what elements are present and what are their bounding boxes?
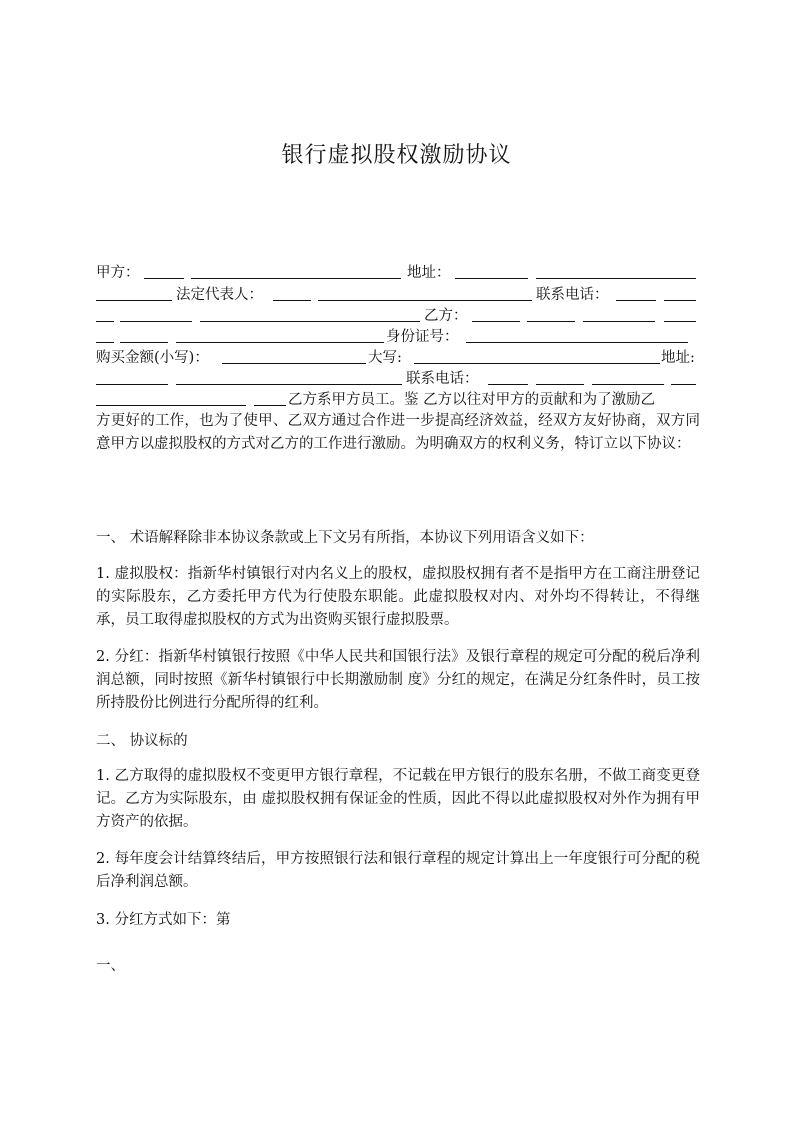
amount-big-label: 大写: [368,350,402,366]
extra-blank-2[interactable] [254,405,286,406]
section-1-clause-1: 1. 虚拟股权：指新华村镇银行对内名义上的股权，虚拟股权拥有者不是指甲方在工商注册登记的实际股东，乙方委托甲方代为行使股东职能。此虚拟股权对内、对外均不得转让，不得继承，员工取得虚拟股权的方式为出资购买银行虚拟股票。 [96,566,700,628]
address-blank-4[interactable] [96,384,168,385]
form-line-3 [96,305,700,327]
party-a-name-blank[interactable] [191,278,401,279]
intro-start: 乙方系甲方员工。鉴 乙方以往对甲方的贡献和为了激励乙 [288,392,656,408]
section-2-clause-2: 2. 每年度会计结算终结后，甲方按照银行法和银行章程的规定计算出上一年度银行可分配的税后净利润总额。 [96,851,700,890]
address-blank-1[interactable] [455,278,528,279]
legal-rep-blank-1[interactable] [273,300,311,301]
amount-big-blank[interactable] [414,363,660,364]
page-title: 银行虚拟股权激励协议 [281,143,512,168]
party-b-blank-1[interactable] [472,321,520,322]
phone-blank-4[interactable] [488,384,528,385]
section-2-clause-3: 3. 分红方式如下：第 [96,912,231,928]
id-no-blank[interactable] [466,342,688,343]
section-1-heading: 一、 术语解释除非本协议条款或上下文另有所指，本协议下列用语含义如下： [96,530,594,546]
phone-blank-7[interactable] [671,384,696,385]
section-2-heading: 二、 协议标的 [96,733,188,749]
section-3-start: 一、 [96,958,125,974]
phone-blank-3[interactable] [96,321,114,322]
section-1-clause-2: 2. 分红：指新华村镇银行按照《中华人民共和国银行法》及银行章程的规定可分配的税后净利润总额，同时按照《新华村镇银行中长期激励制 度》分红的规定，在满足分红条件时，员工按所持股份比例进行分配所得的红利。 [96,649,700,711]
id-no-label: 身份证号： [386,329,459,345]
section-2-clause-1: 1. 乙方取得的虚拟股权不变更甲方银行章程，不记载在甲方银行的股东名册，不做工商变更登记。乙方为实际股东，由 虚拟股权拥有保证金的性质，因此不得以此虚拟股权对外作为拥有甲方资产的依据。 [96,768,700,830]
phone-blank-1[interactable] [616,300,656,301]
amount-small-label: 购买金额(小写)： [96,350,209,366]
phone-blank-5[interactable] [536,384,584,385]
party-b-label: 乙方： [424,308,468,324]
party-a-blank[interactable] [144,278,184,279]
intro-paragraph: 方更好的工作，也为了使甲、乙双方通过合作进一步提高经济效益，经双方友好协商，双方同意甲方以虚拟股权的方式对乙方的工作进行激励。为明确双方的权利义务，特订立以下协议： [96,413,700,452]
party-b-blank-6[interactable] [120,342,168,343]
form-line-6 [96,368,700,390]
party-b-blank-7[interactable] [176,342,384,343]
form-line-4 [96,326,700,348]
amount-small-blank[interactable] [222,363,366,364]
legal-rep-blank-2[interactable] [318,300,532,301]
form-line-5 [96,347,704,369]
form-line-2 [96,284,700,306]
phone-label-2: 联系电话： [406,371,479,387]
party-b-blank-3[interactable] [583,321,655,322]
address-blank-5[interactable] [176,384,402,385]
legal-rep-label: 法定代表人： [176,287,263,303]
address-label-2: 地址: [661,350,695,366]
address-blank-2[interactable] [536,278,696,279]
party-b-blank-4[interactable] [664,321,696,322]
form-line-7 [96,389,700,411]
party-a-extra-blank-2[interactable] [200,321,420,322]
phone-blank-6[interactable] [592,384,664,385]
phone-label-1: 联系电话： [536,287,609,303]
phone-blank-2[interactable] [664,300,696,301]
party-b-blank-2[interactable] [527,321,575,322]
party-a-label: 甲方： [96,265,140,281]
party-a-extra-blank-1[interactable] [120,321,192,322]
extra-blank-1[interactable] [96,405,246,406]
address-label-1: 地址： [407,265,451,281]
form-line-1 [96,262,700,284]
party-b-blank-5[interactable] [96,342,114,343]
address-blank-3[interactable] [96,300,172,301]
